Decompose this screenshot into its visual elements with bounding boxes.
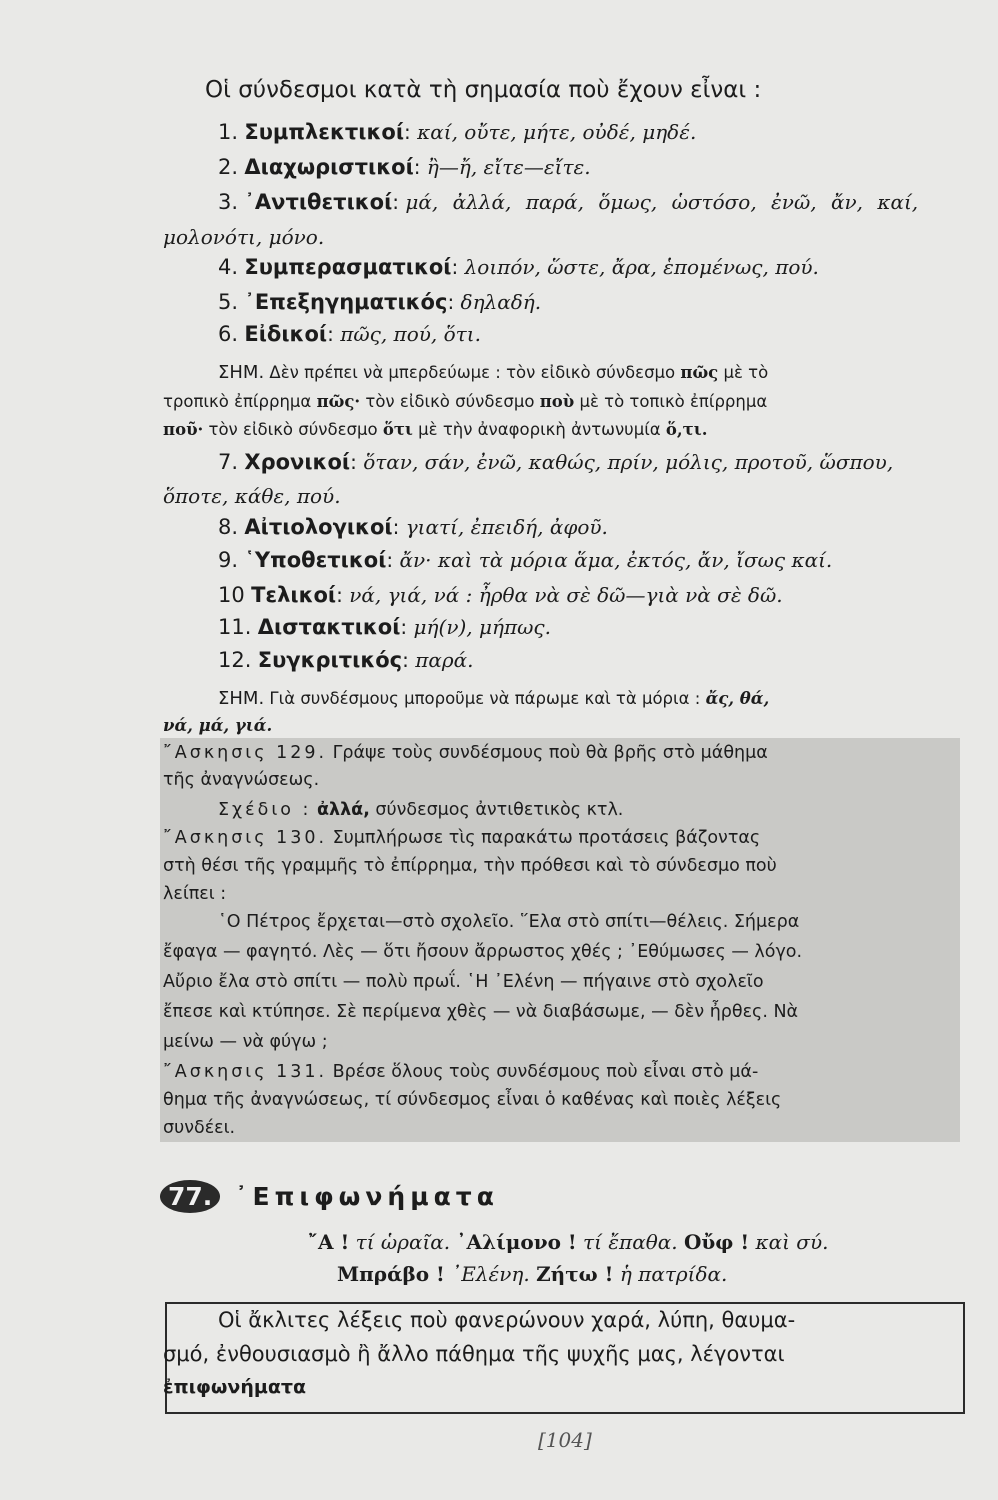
page-number: [104] — [538, 1428, 592, 1452]
exercise-130-sentence: Αὔριο ἔλα στὸ σπίτι — πολὺ πρωΐ. ῾Η ᾿Ελένη — πήγαινε στὸ σχολεῖο — [163, 972, 764, 992]
definition-line: σμό, ἐνθουσιασμὸ ἢ ἄλλο πάθημα τῆς ψυχῆς μας, λέγονται — [163, 1342, 785, 1366]
list-item: 10 Τελικοί: νά, γιά, νά : ἦρθα νὰ σὲ δῶ—γιὰ νὰ σὲ δῶ. — [218, 583, 783, 607]
note-line: τροπικὸ ἐπίρρημα πῶς· τὸν εἰδικὸ σύνδεσμο ποὺ μὲ τὸ τοπικὸ ἐπίρρημα — [163, 392, 768, 411]
exercise-130-sentence: ῾Ο Πέτρος ἔρχεται—στὸ σχολεῖο. ῞Ελα στὸ σπίτι—θέλεις. Σήμερα — [218, 912, 800, 932]
list-item: 8. Αἰτιολογικοί: γιατί, ἐπειδή, ἀφοῦ. — [218, 515, 608, 539]
intro-line: Οἱ σύνδεσμοι κατὰ τὴ σημασία ποὺ ἔχουν εἶναι : — [205, 77, 762, 103]
note-line: ποῦ· τὸν εἰδικὸ σύνδεσμο ὅτι μὲ τὴν ἀναφορικὴ ἀντωνυμία ὅ,τι. — [163, 420, 708, 439]
exercise-129: ῎Ασκησις 129. Γράψε τοὺς συνδέσμους ποὺ θὰ βρῆς στὸ μάθημα — [163, 743, 768, 763]
plan-line: Σχέδιο : ἀλλά, σύνδεσμος ἀντιθετικὸς κτλ. — [218, 800, 624, 820]
exercise-130-sentence: ἔπεσε καὶ κτύπησε. Σὲ περίμενα χθὲς — νὰ διαβάσωμε, — δὲν ἦρθες. Νὰ — [163, 1002, 799, 1022]
example-line: ῎Α ! τί ὡραῖα. ᾿Αλίμονο ! τί ἔπαθα. Οὔφ ! καὶ σύ. — [308, 1230, 829, 1254]
list-item: 7. Χρονικοί: ὅταν, σάν, ἐνῶ, καθώς, πρίν, μόλις, προτοῦ, ὥσπου, — [218, 450, 894, 474]
list-item: 3. ᾿Αντιθετικοί: μά, ἀλλά, παρά, ὅμως, ὡστόσο, ἐνῶ, ἄν, καί, — [218, 190, 919, 214]
exercise-130-line: στὴ θέσι τῆς γραμμῆς τὸ ἐπίρρημα, τὴν πρόθεσι καὶ τὸ σύνδεσμο ποὺ — [163, 856, 777, 876]
section-title: ᾿Επιφωνήματα — [235, 1182, 499, 1211]
exercise-131: ῎Ασκησις 131. Βρέσε ὅλους τοὺς συνδέσμους ποὺ εἶναι στὸ μά- — [163, 1062, 759, 1082]
exercise-129-cont: τῆς ἀναγνώσεως. — [163, 770, 320, 790]
list-item: 9. ῾Υποθετικοί: ἄν· καὶ τὰ μόρια ἅμα, ἐκτός, ἄν, ἴσως καί. — [218, 548, 833, 572]
exercise-130-line: λείπει : — [163, 884, 227, 904]
note-line: ΣΗΜ. Γιὰ συνδέσμους μποροῦμε νὰ πάρωμε καὶ τὰ μόρια : ἄς, θά, — [218, 688, 770, 709]
definition-line: Οἱ ἄκλιτες λέξεις ποὺ φανερώνουν χαρά, λύπη, θαυμα- — [218, 1308, 796, 1332]
example-line: Μπράβο ! ᾿Ελένη. Ζήτω ! ἡ πατρίδα. — [337, 1262, 728, 1286]
list-item: 11. Διστακτικοί: μή(ν), μήπως. — [218, 615, 551, 639]
exercise-130-sentence: ἔφαγα — φαγητό. Λὲς — ὅτι ἤσουν ἄρρωστος χθές ; ᾿Εθύμωσες — λόγο. — [163, 942, 803, 962]
note-line: ΣΗΜ. Δὲν πρέπει νὰ μπερδεύωμε : τὸν εἰδικὸ σύνδεσμο πῶς μὲ τὸ — [218, 362, 769, 383]
section-heading — [160, 1180, 499, 1213]
list-item: 5. ᾿Επεξηγηματικός: δηλαδή. — [218, 290, 542, 314]
note-line: νά, μά, γιά. — [163, 716, 273, 735]
list-item: 4. Συμπερασματικοί: λοιπόν, ὥστε, ἄρα, ἑπομένως, πού. — [218, 255, 819, 279]
exercise-130: ῎Ασκησις 130. Συμπλήρωσε τὶς παρακάτω προτάσεις βάζοντας — [163, 828, 761, 848]
exercise-130-sentence: μείνω — νὰ φύγω ; — [163, 1032, 328, 1052]
list-item-continuation: μολονότι, μόνο. — [163, 225, 325, 249]
list-item-continuation: ὅποτε, κάθε, πού. — [163, 484, 341, 508]
list-item: 6. Εἰδικοί: πῶς, πού, ὅτι. — [218, 322, 481, 346]
exercise-131-line: θημα τῆς ἀναγνώσεως, τί σύνδεσμος εἶναι ὁ καθένας καὶ ποιὲς λέξεις — [163, 1090, 782, 1110]
exercise-131-line: συνδέει. — [163, 1118, 236, 1138]
list-item: 12. Συγκριτικός: παρά. — [218, 648, 474, 672]
definition-term: ἐπιφωνήματα — [163, 1376, 307, 1398]
list-item: 1. Συμπλεκτικοί: καί, οὔτε, μήτε, οὐδέ, μηδέ. — [218, 120, 697, 144]
list-item: 2. Διαχωριστικοί: ἢ—ἤ, εἴτε—εἴτε. — [218, 155, 591, 179]
section-number: 77. — [160, 1180, 220, 1213]
